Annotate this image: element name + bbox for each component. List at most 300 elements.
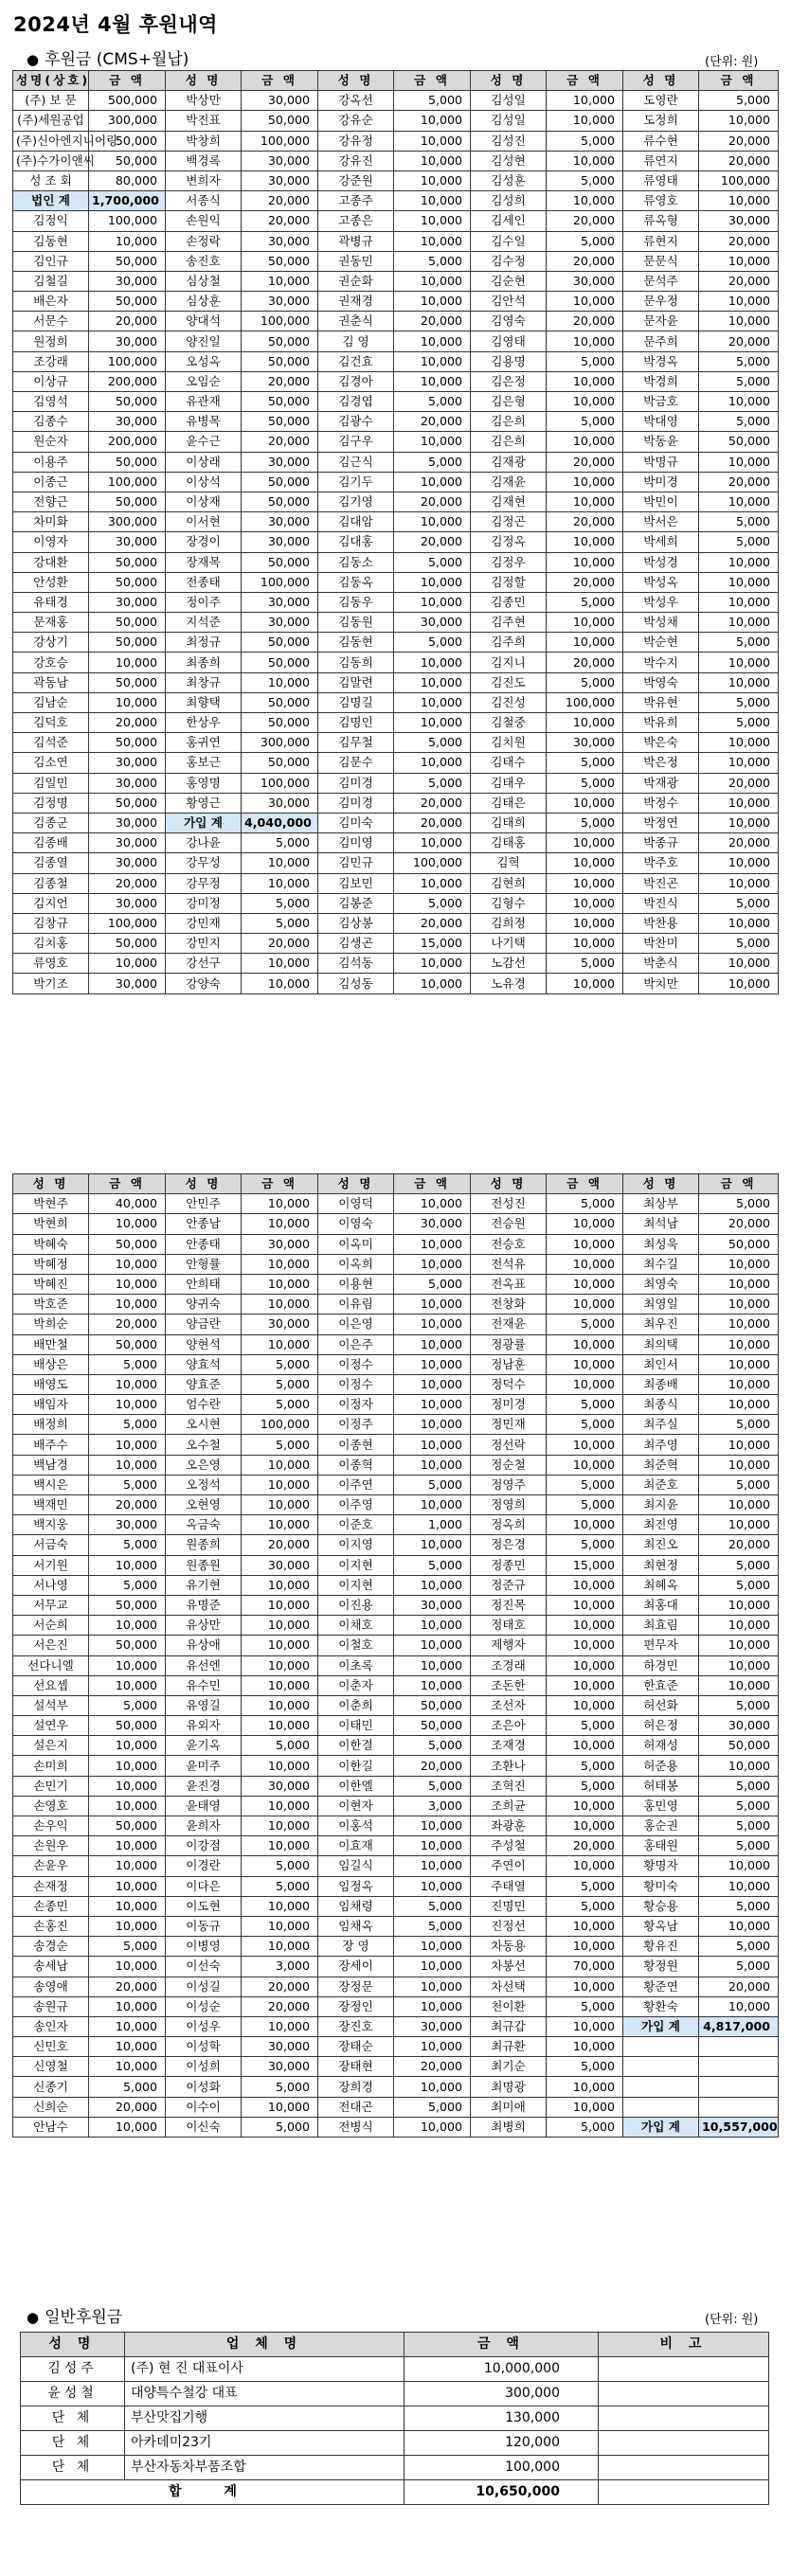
donation-amount: 10,000 <box>547 1675 623 1695</box>
donor-name: (주) 보 문 <box>13 91 89 111</box>
donation-amount: 10,000 <box>547 392 623 412</box>
donor-name: 김정곤 <box>471 512 547 532</box>
donation-amount: 30,000 <box>242 793 318 813</box>
donor-name: 윤진경 <box>166 1776 242 1796</box>
subtotal-label: 가입 계 <box>166 813 242 832</box>
donation-amount: 50,000 <box>89 733 166 753</box>
table-row <box>13 1274 779 1294</box>
header-name-cell: 성 명 <box>318 1174 394 1194</box>
donation-amount: 10,000 <box>547 713 623 733</box>
table-row <box>13 1616 779 1636</box>
donor-name: 황정원 <box>623 1957 699 1977</box>
donation-amount: 5,000 <box>394 1736 471 1756</box>
donation-amount: 100,000 <box>89 351 166 371</box>
donation-amount: 30,000 <box>394 613 471 633</box>
donation-amount: 10,000 <box>699 853 779 873</box>
donor-name: (주)신아엔지니어링 <box>13 131 89 151</box>
donor-name: 설석부 <box>13 1695 89 1715</box>
donor-name: 김현희 <box>471 873 547 893</box>
donor-name: 박혜숙 <box>13 1234 89 1254</box>
donation-amount: 20,000 <box>699 1214 779 1234</box>
donation-amount: 100,000 <box>242 131 318 151</box>
donor-name: 송원규 <box>13 1996 89 2016</box>
table-row <box>13 592 779 612</box>
donor-name: 양귀숙 <box>166 1295 242 1315</box>
donor-name: 손영호 <box>13 1796 89 1816</box>
donation-amount: 5,000 <box>242 1876 318 1896</box>
donation-amount: 20,000 <box>699 833 779 853</box>
donor-name: 강호승 <box>13 653 89 672</box>
donation-amount: 50,000 <box>89 292 166 312</box>
donor-name: (주)수가이앤씨 <box>13 151 89 170</box>
donation-amount: 30,000 <box>547 733 623 753</box>
donation-amount: 10,000 <box>547 1636 623 1655</box>
donor-name: 안남수 <box>13 2117 89 2137</box>
donation-amount: 10,000 <box>699 1916 779 1936</box>
donor-name: 류영태 <box>623 170 699 190</box>
donation-amount: 10,000 <box>242 1937 318 1957</box>
donor-name: 강나윤 <box>166 833 242 853</box>
donation-amount: 10,000 <box>89 1254 166 1274</box>
donor-name: 정덕수 <box>471 1374 547 1394</box>
donation-amount: 5,000 <box>699 1896 779 1916</box>
donation-amount: 10,000 <box>547 1374 623 1394</box>
donor-name: 정광률 <box>471 1334 547 1354</box>
donation-amount: 50,000 <box>242 492 318 511</box>
donor-name: 양현석 <box>166 1334 242 1354</box>
donation-amount: 10,000 <box>699 913 779 933</box>
header-name-cell: 성 명 <box>166 1174 242 1194</box>
donor-name: 오시현 <box>166 1415 242 1435</box>
section-cms-label: 후원금 (CMS+월납) <box>45 50 189 69</box>
table-row <box>13 1395 779 1415</box>
donation-amount: 10,000 <box>699 793 779 813</box>
donation-amount: 20,000 <box>394 2057 471 2077</box>
donor-name: 임정옥 <box>318 1876 394 1896</box>
donation-amount: 10,000 <box>242 1295 318 1315</box>
donation-amount: 10,000 <box>547 111 623 131</box>
donation-amount: 30,000 <box>394 1214 471 1234</box>
donation-amount: 10,000 <box>394 131 471 151</box>
donor-name: 이한결 <box>318 1736 394 1756</box>
header-name-cell: 성 명 <box>471 1174 547 1194</box>
donor-name: 안종태 <box>166 1234 242 1254</box>
donation-amount: 10,000 <box>547 633 623 653</box>
donor-name: 홍순권 <box>623 1816 699 1836</box>
donation-amount: 30,000 <box>242 613 318 633</box>
donor-name: 박창희 <box>166 131 242 151</box>
table-row <box>13 351 779 371</box>
donor-name: 유태경 <box>13 592 89 612</box>
header-name-cell: 성 명 <box>13 1174 89 1194</box>
donation-amount: 10,000 <box>699 592 779 612</box>
donation-amount: 200,000 <box>89 371 166 391</box>
donation-amount: 10,000 <box>699 1756 779 1776</box>
donor-name: 최인서 <box>623 1354 699 1374</box>
donor-name: 이도현 <box>166 1896 242 1916</box>
donor-name: 지석준 <box>166 613 242 633</box>
donation-amount: 20,000 <box>89 1495 166 1515</box>
donation-amount: 50,000 <box>89 1636 166 1655</box>
donor-name: 박재광 <box>623 773 699 793</box>
donation-amount: 10,000 <box>699 1515 779 1535</box>
donor-name: 제행자 <box>471 1636 547 1655</box>
table-row <box>13 2016 779 2036</box>
donor-name: 박희순 <box>13 1315 89 1334</box>
donation-amount: 10,000 <box>699 1374 779 1394</box>
donation-amount: 10,000 <box>242 1695 318 1715</box>
table-row <box>13 1435 779 1455</box>
donor-name: 황유진 <box>623 1937 699 1957</box>
donor-name: 배상은 <box>13 1354 89 1374</box>
donation-amount: 10,000 <box>699 292 779 312</box>
donor-name: 김치홍 <box>13 934 89 954</box>
donation-amount: 5,000 <box>242 1736 318 1756</box>
donor-name: 류연지 <box>623 151 699 170</box>
donation-amount: 10,000 <box>394 211 471 231</box>
donor-name: 장희경 <box>318 2077 394 2097</box>
donation-amount: 20,000 <box>394 1756 471 1776</box>
donation-amount: 5,000 <box>547 1395 623 1415</box>
donation-amount: 30,000 <box>394 2016 471 2036</box>
donor-name: 최병희 <box>471 2117 547 2137</box>
donation-amount: 30,000 <box>89 412 166 432</box>
donor-name: 배영도 <box>13 1374 89 1394</box>
donor-name: 이옥희 <box>318 1254 394 1274</box>
donation-amount: 10,000 <box>89 653 166 672</box>
donor-name: 김진성 <box>471 692 547 712</box>
donor-name: 박은정 <box>623 753 699 773</box>
donation-amount: 10,000 <box>699 1354 779 1374</box>
donor-name: 이은영 <box>318 1315 394 1334</box>
table-row <box>13 1716 779 1736</box>
donor-name: 손민기 <box>13 1776 89 1796</box>
donor-name: 주성철 <box>471 1836 547 1856</box>
donor-name: 강유진 <box>318 151 394 170</box>
donor-name: 박진식 <box>623 893 699 913</box>
donor-name: 김성일 <box>471 91 547 111</box>
donor-name: 유명준 <box>166 1595 242 1615</box>
donor-name: 김명길 <box>318 692 394 712</box>
donor-name: 단 체 <box>21 2456 125 2480</box>
table-row <box>13 1896 779 1916</box>
header-amount-cell: 금 액 <box>547 1174 623 1194</box>
donation-amount: 30,000 <box>242 1776 318 1796</box>
donor-name: 최정규 <box>166 633 242 653</box>
donation-amount: 10,000 <box>547 1736 623 1756</box>
table-row <box>13 170 779 190</box>
donation-amount: 10,000 <box>394 753 471 773</box>
donor-name: 강민지 <box>166 934 242 954</box>
table-row <box>13 211 779 231</box>
donation-amount: 10,000 <box>394 692 471 712</box>
donation-amount: 30,000 <box>89 974 166 993</box>
donation-amount: 10,000 <box>394 1856 471 1876</box>
donation-amount: 5,000 <box>547 1315 623 1334</box>
donor-name: 김성훈 <box>471 170 547 190</box>
donor-name: 정남훈 <box>471 1354 547 1374</box>
donation-amount: 10,000 <box>394 1234 471 1254</box>
subtotal-label: 가입 계 <box>623 2117 699 2137</box>
donor-name: 장태순 <box>318 2037 394 2057</box>
section-general-label: 일반후원금 <box>45 2308 123 2327</box>
donor-name: 류옥형 <box>623 211 699 231</box>
donor-name: 전승호 <box>471 1234 547 1254</box>
donor-name: 최창규 <box>166 672 242 692</box>
table-row <box>13 2037 779 2057</box>
donor-name: 송세남 <box>13 1957 89 1977</box>
table-row <box>13 412 779 432</box>
donation-amount: 30,000 <box>242 532 318 552</box>
donation-amount: 10,000 <box>699 1595 779 1615</box>
donation-amount: 5,000 <box>394 1776 471 1796</box>
donor-name: 최미애 <box>471 2097 547 2117</box>
donation-amount: 5,000 <box>394 633 471 653</box>
donation-amount: 10,000 <box>547 1916 623 1936</box>
donation-amount: 10,000 <box>394 351 471 371</box>
donor-name: 손정락 <box>166 231 242 251</box>
donor-name: 박정수 <box>623 793 699 813</box>
donor-name: 윤희자 <box>166 1816 242 1836</box>
donor-name: 이철호 <box>318 1636 394 1655</box>
donor-name: 김은희 <box>471 412 547 432</box>
donor-name: 윤기옥 <box>166 1736 242 1756</box>
donor-name: 박은숙 <box>623 733 699 753</box>
donation-amount: 20,000 <box>394 312 471 331</box>
donation-amount: 10,000 <box>394 170 471 190</box>
donation-amount: 30,000 <box>242 452 318 472</box>
donation-amount: 10,000 <box>242 1636 318 1655</box>
donor-name: 홍귀연 <box>166 733 242 753</box>
table-row <box>13 1655 779 1675</box>
donor-name: 김혁 <box>471 853 547 873</box>
donor-name: 이서현 <box>166 512 242 532</box>
donor-name: 권동민 <box>318 251 394 271</box>
donor-name: 윤미주 <box>166 1756 242 1776</box>
donation-amount: 10,000 <box>699 974 779 993</box>
donation-amount: 5,000 <box>547 1996 623 2016</box>
table-header-row <box>21 2333 769 2357</box>
donation-amount: 50,000 <box>89 1334 166 1354</box>
donation-amount: 30,000 <box>242 292 318 312</box>
donor-name: 오수철 <box>166 1435 242 1455</box>
donor-name: 김동우 <box>318 592 394 612</box>
donation-amount: 5,000 <box>547 1876 623 1896</box>
donor-name: 조환나 <box>471 1756 547 1776</box>
donor-name: 이동규 <box>166 1916 242 1936</box>
donor-name: 강민재 <box>166 913 242 933</box>
donation-amount: 10,000 <box>89 2117 166 2137</box>
donor-name: 정은경 <box>471 1535 547 1555</box>
donor-name: 양금란 <box>166 1315 242 1334</box>
donor-name: 백경록 <box>166 151 242 170</box>
donation-amount: 10,000 <box>394 472 471 492</box>
donor-name: 김근식 <box>318 452 394 472</box>
donor-name: 이홍석 <box>318 1816 394 1836</box>
donation-amount: 50,000 <box>89 793 166 813</box>
company-name: 부산자동차부품조합 <box>125 2456 404 2480</box>
donation-amount: 5,000 <box>394 392 471 412</box>
donor-name: 류현지 <box>623 231 699 251</box>
donor-name: 김동소 <box>318 552 394 572</box>
table-row <box>13 793 779 813</box>
donation-amount: 10,000 <box>547 1455 623 1475</box>
donation-amount: 10,000 <box>699 1395 779 1415</box>
donation-amount: 20,000 <box>89 2097 166 2117</box>
donation-amount: 10,000 <box>547 873 623 893</box>
donation-amount: 10,000 <box>699 873 779 893</box>
donor-name: 황영근 <box>166 793 242 813</box>
donation-amount: 50,000 <box>394 1695 471 1715</box>
donor-name: 박호준 <box>13 1295 89 1315</box>
donor-name: 박혜정 <box>13 1254 89 1274</box>
table-row <box>13 1796 779 1816</box>
donor-name: 김은형 <box>471 392 547 412</box>
header-amount-cell: 금 액 <box>394 71 471 91</box>
donation-amount: 5,000 <box>699 1555 779 1575</box>
donor-name: 김덕호 <box>13 713 89 733</box>
cms-donation-table-2 <box>12 1173 779 2138</box>
table-row <box>21 2406 769 2431</box>
donor-name: 김인규 <box>13 251 89 271</box>
donation-amount: 20,000 <box>699 151 779 170</box>
donor-name: 김성일 <box>471 111 547 131</box>
donation-amount: 5,000 <box>242 2117 318 2137</box>
donor-name: 배만철 <box>13 1334 89 1354</box>
donor-name: 전종태 <box>166 572 242 592</box>
donation-amount: 30,000 <box>89 592 166 612</box>
unit-label-2: (단위: 원) <box>705 2313 759 2327</box>
donation-amount: 10,000 <box>394 653 471 672</box>
donor-name: 심상훈 <box>166 292 242 312</box>
donation-amount: 5,000 <box>699 532 779 552</box>
donation-amount: 20,000 <box>547 572 623 592</box>
donor-name: 김수정 <box>471 251 547 271</box>
donation-amount: 5,000 <box>394 1274 471 1294</box>
donor-name: 이선숙 <box>166 1957 242 1977</box>
donor-name: 김은정 <box>471 371 547 391</box>
donation-amount: 10,000 <box>242 1515 318 1535</box>
donor-name: 이다은 <box>166 1876 242 1896</box>
donation-amount: 10,000 <box>699 452 779 472</box>
donor-name: 박춘식 <box>623 954 699 974</box>
donor-name: 조재경 <box>471 1736 547 1756</box>
donor-name: 황승용 <box>623 1896 699 1916</box>
donation-amount: 20,000 <box>89 1977 166 1996</box>
general-header-cell: 비 고 <box>599 2333 769 2357</box>
header-amount-cell: 금 액 <box>699 71 779 91</box>
donation-amount: 5,000 <box>89 1575 166 1595</box>
table-row <box>13 1475 779 1494</box>
donation-amount: 50,000 <box>242 351 318 371</box>
donor-name: 류영호 <box>623 191 699 211</box>
donation-amount: 10,000 <box>699 1315 779 1334</box>
table-row <box>21 2456 769 2480</box>
donation-amount: 100,000 <box>404 2456 599 2480</box>
donation-amount: 5,000 <box>89 1415 166 1435</box>
donation-amount: 10,000 <box>394 1435 471 1455</box>
donation-amount: 20,000 <box>699 131 779 151</box>
donation-amount: 20,000 <box>394 813 471 832</box>
donor-name: 이성순 <box>166 1996 242 2016</box>
bullet-icon: ● <box>27 51 40 68</box>
donor-name: 신영철 <box>13 2057 89 2077</box>
donor-name: 이영숙 <box>318 1214 394 1234</box>
subtotal-label: 법인 계 <box>13 191 89 211</box>
subtotal-amount: 1,700,000 <box>89 191 166 211</box>
donation-amount: 50,000 <box>89 633 166 653</box>
donation-amount: 100,000 <box>242 1415 318 1435</box>
donor-name: 성 조 회 <box>13 170 89 190</box>
donor-name: 허준용 <box>623 1756 699 1776</box>
donor-name: 강옥선 <box>318 91 394 111</box>
donor-name: 신종기 <box>13 2077 89 2097</box>
donation-amount: 5,000 <box>89 1475 166 1494</box>
donation-amount: 50,000 <box>89 1234 166 1254</box>
table-row <box>13 1675 779 1695</box>
table-row <box>13 1214 779 1234</box>
donor-name: 정이주 <box>166 592 242 612</box>
donor-name: 박서은 <box>623 512 699 532</box>
table-row <box>13 1916 779 1936</box>
table-row <box>13 1374 779 1394</box>
donor-name: 손재정 <box>13 1876 89 1896</box>
donation-amount: 40,000 <box>89 1194 166 1214</box>
donation-amount: 10,000 <box>394 954 471 974</box>
donor-name: 김성희 <box>471 191 547 211</box>
table-row <box>13 1957 779 1977</box>
donation-amount: 5,000 <box>547 592 623 612</box>
table-row <box>13 974 779 993</box>
donor-name: 박혜진 <box>13 1274 89 1294</box>
donor-name: 전승원 <box>471 1214 547 1234</box>
donation-amount: 10,000 <box>242 1616 318 1636</box>
donor-name: 김태희 <box>471 813 547 832</box>
donor-name: 김안석 <box>471 292 547 312</box>
table-row <box>13 371 779 391</box>
donation-amount: 10,000 <box>242 1816 318 1836</box>
donor-name: 양대석 <box>166 312 242 331</box>
donor-name: 문주희 <box>623 331 699 351</box>
donor-name: 이경란 <box>166 1856 242 1876</box>
donor-name: 최향택 <box>166 692 242 712</box>
donation-amount: 50,000 <box>394 1716 471 1736</box>
donation-amount: 5,000 <box>699 893 779 913</box>
donation-amount: 100,000 <box>89 472 166 492</box>
donor-name: 최의택 <box>623 1334 699 1354</box>
donor-name: 박유희 <box>623 713 699 733</box>
donation-amount: 5,000 <box>547 1776 623 1796</box>
donor-name: 손윤우 <box>13 1856 89 1876</box>
donation-amount <box>699 2077 779 2097</box>
donation-amount: 10,000 <box>89 1374 166 1394</box>
donor-name: 전옥표 <box>471 1274 547 1294</box>
donor-name: 이성길 <box>166 1977 242 1996</box>
donor-name: 서종식 <box>166 191 242 211</box>
donor-name: 이상규 <box>13 371 89 391</box>
table-row <box>21 2431 769 2456</box>
donor-name: 권재경 <box>318 292 394 312</box>
donation-amount: 20,000 <box>89 713 166 733</box>
donor-name: 최준혁 <box>623 1455 699 1475</box>
table-row <box>13 833 779 853</box>
donation-amount: 30,000 <box>89 813 166 832</box>
donor-name: 이정자 <box>318 1395 394 1415</box>
donor-name: 김정우 <box>471 552 547 572</box>
donation-amount: 30,000 <box>242 151 318 170</box>
donor-name: 이성학 <box>166 2037 242 2057</box>
donor-name: 이종근 <box>13 472 89 492</box>
